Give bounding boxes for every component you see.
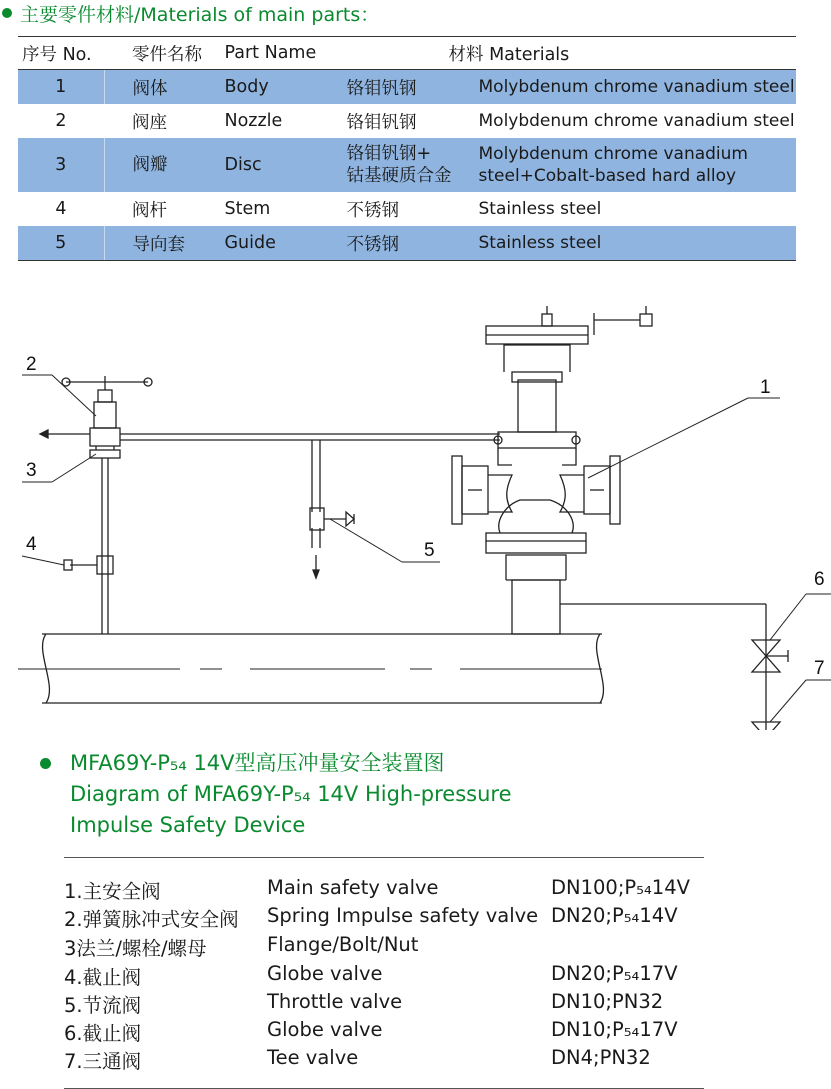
cell-part-zh: 阀座 — [132, 112, 167, 133]
caption-en-line1: Diagram of MFA69Y-P₅₄ 14V High-pressure — [70, 782, 512, 806]
legend-spec: DN100;P₅₄14V — [551, 876, 690, 899]
throttle-valve — [310, 508, 354, 578]
section-title-text: 主要零件材料/Materials of main parts： — [20, 3, 380, 26]
legend-item — [64, 990, 704, 1018]
callout-4: 4 — [26, 534, 37, 555]
cell-material-zh: 不锈钢 — [347, 226, 479, 261]
legend-en: Main safety valve — [267, 876, 439, 899]
legend-zh: 6.截止阀 — [64, 1022, 142, 1045]
parts-table — [18, 36, 796, 261]
caption-zh: MFA69Y-P₅₄ 14V型高压冲量安全装置图 — [70, 751, 445, 775]
legend-zh: 3法兰/螺栓/螺母 — [64, 937, 207, 960]
cell-material-zh: 铬钼钒钢 — [346, 112, 417, 133]
cell-part-en: Nozzle — [224, 111, 283, 131]
legend-zh: 5.节流阀 — [64, 994, 142, 1017]
cell-part-zh: 阀体 — [104, 70, 225, 105]
parts-legend — [64, 857, 704, 1089]
table-row — [18, 226, 796, 261]
legend-spec: DN4;PN32 — [551, 1046, 651, 1069]
cell-material-en — [479, 138, 797, 192]
impulse-safety-valve — [40, 376, 152, 458]
cell-material-zh: 铬钼钒钢 — [347, 70, 479, 105]
cell-material-en: Molybdenum chrome vanadium steel — [478, 111, 795, 131]
legend-zh: 2.弹簧脉冲式安全阀 — [64, 908, 239, 931]
cell-part-en: Stem — [224, 199, 271, 219]
legend-zh: 7.三通阀 — [64, 1050, 142, 1073]
legend-zh: 1.主安全阀 — [64, 880, 161, 903]
legend-en: Tee valve — [267, 1046, 359, 1069]
callout-5: 5 — [424, 540, 435, 561]
section-title — [0, 0, 379, 26]
legend-item — [64, 1046, 704, 1074]
material-zh-line: 钴基硬质合金 — [346, 166, 452, 186]
cell-material-zh — [347, 138, 479, 192]
cell-part-zh: 阀瓣 — [104, 138, 225, 192]
legend-zh: 4.截止阀 — [64, 966, 142, 989]
installation-diagram — [0, 290, 831, 730]
cell-part-zh: 导向套 — [104, 226, 225, 261]
legend-spec: DN20;P₅₄14V — [551, 904, 678, 927]
impulse-line — [120, 434, 500, 548]
cell-material-zh: 不锈钢 — [346, 200, 399, 221]
header-no: 序号 No. — [18, 37, 104, 70]
caption-en-line2: Impulse Safety Device — [70, 813, 306, 837]
cell-material-en: Molybdenum chrome vanadium steel — [479, 70, 797, 105]
cell-material-en: Stainless steel — [478, 199, 602, 219]
material-en-line: steel+Cobalt-based hard alloy — [478, 166, 737, 186]
drain-line — [560, 604, 796, 730]
legend-spec: DN10;PN32 — [551, 990, 664, 1013]
cell-no: 2 — [55, 111, 67, 131]
callouts — [22, 354, 831, 722]
legend-item — [64, 904, 704, 932]
legend-spec: DN10;P₅₄17V — [551, 1018, 678, 1041]
cell-part-en: Body — [225, 70, 347, 105]
legend-en: Throttle valve — [267, 990, 403, 1013]
legend-en: Flange/Bolt/Nut — [267, 933, 419, 956]
callout-1: 1 — [760, 377, 771, 398]
callout-6: 6 — [814, 569, 825, 590]
legend-item — [64, 933, 704, 961]
legend-spec: DN20;P₅₄17V — [551, 962, 678, 985]
table-row — [18, 104, 796, 138]
header-materials: 材料 Materials — [347, 37, 797, 70]
cell-no: 5 — [18, 226, 104, 261]
legend-en: Spring Impulse safety valve — [267, 904, 539, 927]
cell-part-en: Guide — [225, 226, 347, 261]
cell-no: 4 — [55, 199, 67, 219]
legend-item — [64, 962, 704, 990]
bullet-icon — [2, 8, 12, 18]
material-zh-line: 铬钼钒钢+ — [346, 144, 432, 164]
header-part-name-en: Part Name — [225, 37, 347, 70]
cell-material-en: Stainless steel — [479, 226, 797, 261]
cell-part-zh: 阀杆 — [132, 200, 167, 221]
legend-item — [64, 1018, 704, 1046]
bullet-icon — [40, 758, 51, 769]
legend-en: Globe valve — [267, 962, 383, 985]
table-row — [18, 138, 796, 192]
header-part-name-zh: 零件名称 — [104, 37, 225, 70]
callout-7: 7 — [814, 658, 825, 679]
globe-valve-4 — [64, 458, 113, 634]
cell-part-en: Disc — [225, 138, 347, 192]
callout-2: 2 — [26, 354, 37, 375]
table-row — [18, 70, 796, 105]
legend-item — [64, 876, 704, 904]
legend-en: Globe valve — [267, 1018, 383, 1041]
material-en-line: Molybdenum chrome vanadium — [478, 144, 748, 164]
main-safety-valve — [452, 306, 652, 634]
cell-no: 3 — [18, 138, 104, 192]
main-pipe — [18, 634, 603, 703]
callout-3: 3 — [26, 460, 37, 481]
table-header-row — [18, 37, 796, 70]
table-row — [18, 192, 796, 226]
cell-no: 1 — [18, 70, 104, 105]
